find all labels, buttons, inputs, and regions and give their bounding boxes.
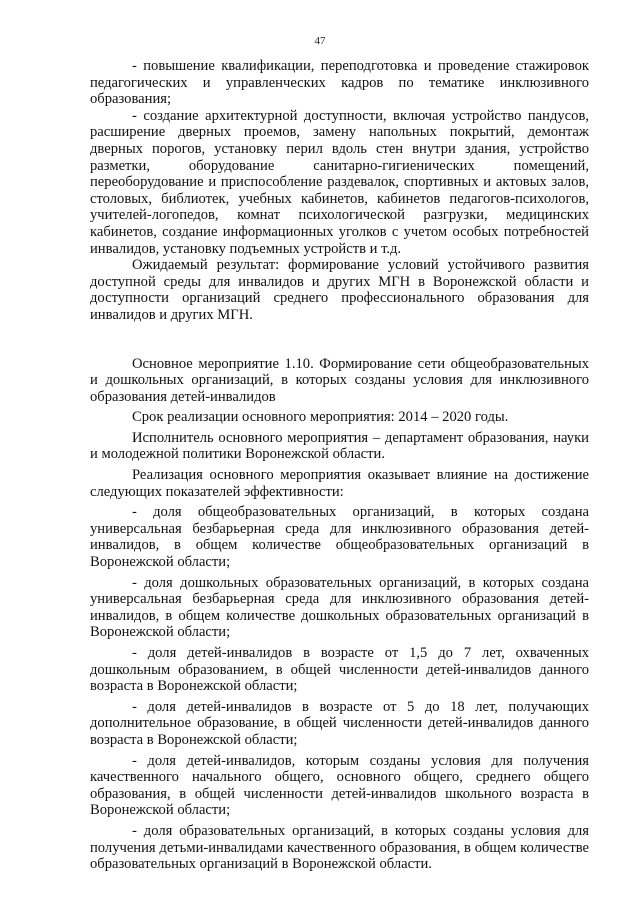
paragraph-indicator-3: - доля детей-инвалидов в возрасте от 1,5 до 7 лет, охваченных дошкольным образованием, в общей численности детей-инвалидов данного возраста в Воронежской области; bbox=[90, 645, 589, 695]
paragraph-accessibility: - создание архитектурной доступности, включая устройство пандусов, расширение дверных проемов, замену напольных покрытий, демонтаж дверных порогов, установку перил вдоль стен внутри здания, устройство разметки, оборудование санитарно-гигиенических помещений, переоборудование и приспособление раздевалок, спортивных и актовых залов, столовых, библиотек, учебных кабинетов, кабинетов педагогов-психологов, учителей-логопедов, комнат психологической разгрузки, медицинских кабинетов, создание информационных уголков с учетом особых потребностей инвалидов, установку подъемных устройств и т.д. bbox=[90, 107, 589, 257]
paragraph-indicator-5: - доля детей-инвалидов, которым созданы условия для получения качественного начального общего, основного общего, среднего общего образования, в общей численности детей-инвалидов школьного возраста в Воронежской области; bbox=[90, 752, 589, 819]
paragraph-indicator-1: - доля общеобразовательных организаций, в которых создана универсальная безбарьерная среда для инклюзивного образования детей-инвалидов, в общем количестве общеобразовательных организаций в Воронежской области; bbox=[90, 504, 589, 571]
paragraph-term: Срок реализации основного мероприятия: 2014 – 2020 годы. bbox=[132, 409, 509, 426]
paragraph-qualification: - повышение квалификации, переподготовка и проведение стажировок педагогических и управленческих кадров по тематике инклюзивного образования; bbox=[90, 58, 589, 108]
paragraph-indicator-2: - доля дошкольных образовательных организаций, в которых создана универсальная безбарьерная среда для инклюзивного образования детей-инвалидов, в общем количестве дошкольных образовательных организаций в Воронежской области; bbox=[90, 574, 589, 641]
paragraph-executor: Исполнитель основного мероприятия – департамент образования, науки и молодежной политики Воронежской области. bbox=[90, 429, 589, 463]
paragraph-expected-result: Ожидаемый результат: формирование условий устойчивого развития доступной среды для инвалидов и других МГН в Воронежской области и доступности организаций среднего профессионального образования для инвалидов и других МГН. bbox=[90, 257, 589, 323]
paragraph-indicator-6: - доля образовательных организаций, в которых созданы условия для получения детьми-инвалидами качественного образования, в общем количестве образовательных организаций в Воронежской области. bbox=[90, 822, 589, 873]
paragraph-indicator-4: - доля детей-инвалидов в возрасте от 5 до 18 лет, получающих дополнительное образование, в общей численности детей-инвалидов данного возраста в Воронежской области; bbox=[90, 698, 589, 748]
page-number: 47 bbox=[314, 35, 326, 47]
paragraph-main-activity: Основное мероприятие 1.10. Формирование сети общеобразовательных и дошкольных организаций, в которых созданы условия для инклюзивного образования детей-инвалидов bbox=[90, 355, 589, 405]
paragraph-indicators-intro: Реализация основного мероприятия оказывает влияние на достижение следующих показателей эффективности: bbox=[90, 467, 589, 500]
body-text bbox=[90, 58, 589, 873]
